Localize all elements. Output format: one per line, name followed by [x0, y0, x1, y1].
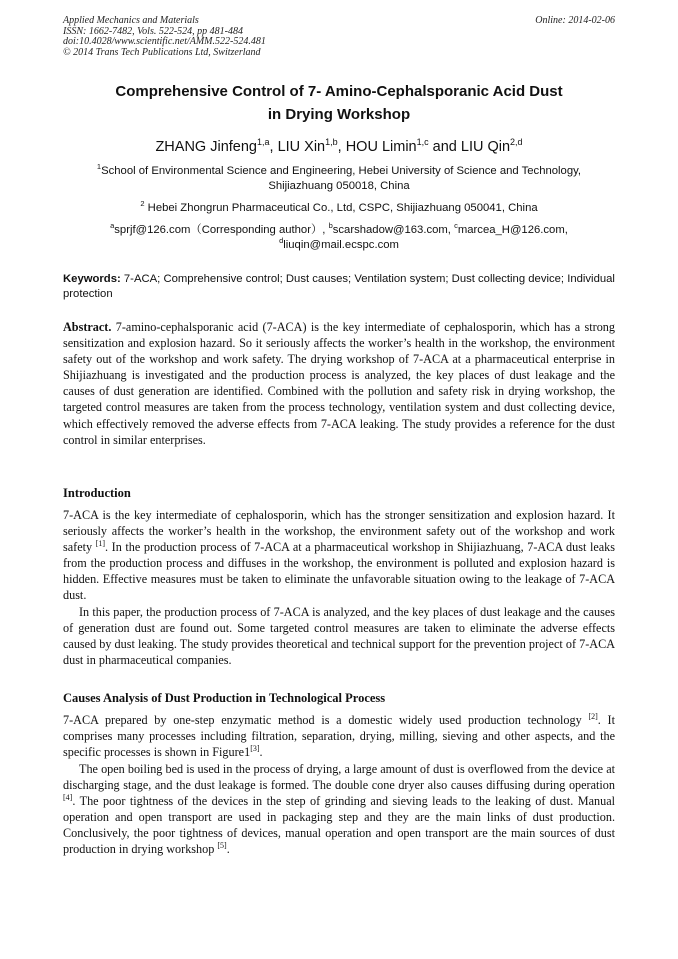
causes-paragraph-2	[63, 761, 615, 858]
section-heading-causes: Causes Analysis of Dust Production in Technological Process	[63, 691, 386, 705]
causes-p2-text: The open boiling bed is used in the process of drying, a large amount of dust is overflowed from the device at discharging stage, and the dust leakage is formed. The double cone dryer also causes diffusing during operation	[63, 762, 615, 793]
intro-paragraph-1	[63, 507, 615, 604]
affiliation-1	[63, 164, 615, 194]
author-name: LIU Xin	[277, 139, 326, 155]
journal-header	[63, 16, 266, 58]
intro-paragraph-2: In this paper, the production process of 7-ACA is analyzed, and the key places of dust leakage and the causes of generation dust are found out. Some targeted control measures are taken to eliminate the adverse effects caused by dust leaking. The study provides theoretical and technical support for the prevention project of 7-ACA dust in pharmaceutical companies.	[63, 605, 615, 668]
title-line-2: in Drying Workshop	[267, 106, 411, 123]
email-sup: c	[454, 221, 458, 230]
email-list	[63, 223, 615, 253]
journal-doi: doi:10.4028/www.scientific.net/AMM.522-524.481	[63, 36, 266, 48]
abstract-label: Abstract.	[63, 320, 112, 334]
keywords	[63, 272, 618, 302]
email-sup: d	[279, 236, 284, 245]
email-d[interactable]: liuqin@mail.ecspc.com	[283, 239, 399, 251]
keywords-label: Keywords:	[63, 273, 121, 285]
author-affil-sup: 1,a	[256, 137, 270, 147]
causes-p2-text-cont: . The poor tightness of the devices in the step of grinding and sieving leads to the leaking of dust. Manual operation and open transport are used in packaging step and they are the main links of dust production. Conclusively, the poor tightness of devices, manual operation and open transport are the main sources of dust production in drying workshop	[63, 794, 615, 857]
author-name: LIU Qin	[460, 139, 511, 155]
section-heading-introduction: Introduction	[63, 486, 131, 500]
journal-name: Applied Mechanics and Materials	[63, 15, 199, 26]
email-c[interactable]: marcea_H@126.com,	[457, 224, 568, 236]
affiliation-2	[63, 201, 615, 216]
citation-ref[interactable]: [3]	[250, 744, 260, 754]
journal-issn: ISSN: 1662-7482, Vols. 522-524, pp 481-484	[63, 25, 243, 37]
email-b[interactable]: scarshadow@163.com,	[332, 224, 455, 236]
causes-p2-end: .	[226, 842, 230, 857]
causes-p1-end: .	[259, 745, 263, 760]
author-separator: ,	[337, 139, 346, 155]
keywords-text: 7-ACA; Comprehensive control; Dust causes; Ventilation system; Dust collecting device; Individual protection	[63, 273, 615, 300]
causes-p1-text: 7-ACA prepared by one-step enzymatic method is a domestic widely used production technology	[63, 713, 589, 727]
citation-ref[interactable]: [2]	[588, 712, 598, 721]
author-separator: ,	[269, 139, 278, 155]
intro-p1-text-cont: . In the production process of 7-ACA at a pharmaceutical workshop in Shijiazhuang, 7-ACA dust leaks from the production process and diffuses in the workshop, the environment is polluted and explosion hazard is hidden. Effective measures must be taken to eliminate the unfavorable situation owing to the leakage of 7-ACA dust.	[63, 540, 615, 603]
affiliation-sup: 1	[96, 162, 102, 171]
citation-ref[interactable]: [4]	[63, 793, 73, 803]
online-date: Online: 2014-02-06	[535, 15, 615, 26]
intro-p1-text: 7-ACA is the key intermediate of cephalosporin, which has the stronger sensitization and explosion hazard. It seriously affects the worker’s health in the workshop, the environment safety out of the workshop and work safety	[63, 508, 615, 555]
author-affil-sup: 1,c	[416, 137, 429, 147]
author-affil-sup: 1,b	[325, 137, 338, 147]
journal-copyright: © 2014 Trans Tech Publications Ltd, Switzerland	[63, 46, 261, 58]
email-sup: a	[110, 221, 115, 230]
abstract-text: 7-amino-cephalsporanic acid (7-ACA) is the key intermediate of cephalosporin, which has a strong sensitization and explosion hazard. So it seriously affects the worker’s health in the workshop, the environment safety out of the workshop and work safety. The drying workshop of 7-ACA at a pharmaceutical enterprise in Shijiazhuang is investigated and the production process is analyzed, the key places of dust leakage and the causes of dust generation are identified. Combined with the pollution and safety risk in drying workshop, the targeted control measures are taken from the process technology, ventilation system and dust collecting device, which effectively removed the adverse effects from 7-ACA leaking. The study provides a reference for the dust control in similar enterprises.	[63, 320, 615, 447]
author-name: HOU Limin	[345, 139, 417, 155]
citation-ref[interactable]: [1]	[95, 539, 106, 549]
email-sup: b	[328, 221, 333, 230]
title-line-1: Comprehensive Control of 7- Amino-Cephalsporanic Acid Dust	[115, 83, 563, 100]
affiliation-sup: 2	[140, 199, 145, 208]
author-affil-sup: 2,d	[510, 137, 523, 147]
abstract	[63, 319, 615, 448]
author-list	[63, 137, 615, 157]
affiliation-2-text: Hebei Zhongrun Pharmaceutical Co., Ltd, CSPC, Shijiazhuang 050041, China	[144, 202, 538, 214]
citation-ref[interactable]: [5]	[217, 841, 227, 851]
affiliation-1-line-2: Shijiazhuang 050018, China	[268, 180, 410, 192]
causes-paragraph-1	[63, 712, 615, 760]
paper-title	[63, 80, 615, 126]
causes-p1-text-cont: . It comprises many processes including filtration, separation, drying, milling, sieving and other aspects, and the specific processes is shown in Figure1	[63, 713, 616, 760]
affiliation-1-line-1: School of Environmental Science and Engineering, Hebei University of Science and Technology,	[101, 165, 582, 177]
email-a[interactable]: sprjf@126.com（Corresponding author）,	[114, 224, 329, 236]
author-name: ZHANG Jinfeng	[155, 139, 257, 155]
author-separator: and	[428, 139, 461, 155]
